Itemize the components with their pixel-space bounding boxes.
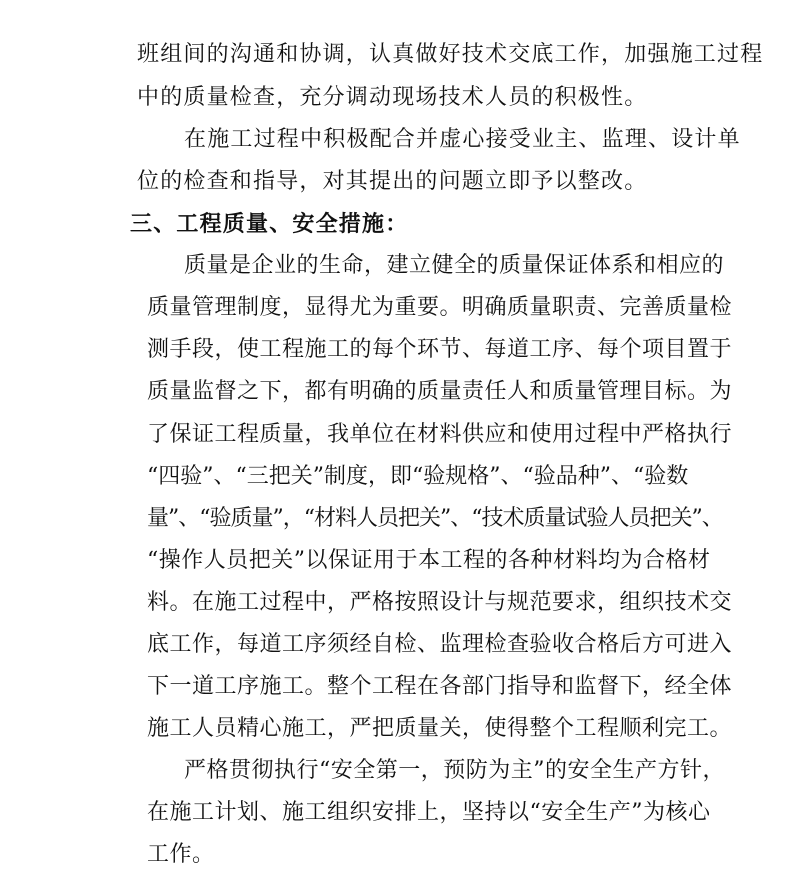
text-line: 严格贯彻执行“安全第一，预防为主”的安全生产方针，	[184, 758, 725, 783]
text-line: 位的检查和指导，对其提出的问题立即予以整改。	[137, 169, 648, 194]
text-line: 料。在施工过程中，严格按照设计与规范要求，组织技术交	[147, 590, 733, 615]
text-line: 工作。	[147, 842, 215, 867]
text-line: 下一道工序施工。整个工程在各部门指导和监督下，经全体	[147, 674, 733, 699]
text-line: 底工作，每道工序须经自检、监理检查验收合格后方可进入	[147, 632, 733, 657]
text-line: 在施工计划、施工组织安排上，坚持以“安全生产”为核心	[147, 800, 711, 825]
section-heading: 三、工程质量、安全措施：	[130, 211, 409, 237]
text-line: 施工人员精心施工，严把质量关，使得整个工程顺利完工。	[147, 716, 733, 741]
text-line: 量”、“验质量”，“材料人员把关”、“技术质量试验人员把关”、	[147, 506, 723, 531]
text-line: 中的质量检查，充分调动现场技术人员的积极性。	[137, 85, 648, 110]
text-line: 测手段，使工程施工的每个环节、每道工序、每个项目置于	[147, 337, 733, 362]
text-line: 质量管理制度，显得尤为重要。明确质量职责、完善质量检	[147, 295, 733, 320]
text-line: 质量监督之下，都有明确的质量责任人和质量管理目标。为	[147, 379, 733, 404]
text-line: 在施工过程中积极配合并虚心接受业主、监理、设计单	[184, 127, 741, 152]
text-line: “四验”、“三把关”制度，即“验规格”、“验品种”、“验数	[147, 464, 689, 489]
text-line: 了保证工程质量，我单位在材料供应和使用过程中严格执行	[147, 422, 733, 447]
text-line: 班组间的沟通和协调，认真做好技术交底工作，加强施工过程	[137, 42, 764, 67]
text-line: 质量是企业的生命，建立健全的质量保证体系和相应的	[184, 253, 725, 278]
text-line: “操作人员把关”以保证用于本工程的各种材料均为合格材	[147, 548, 711, 573]
